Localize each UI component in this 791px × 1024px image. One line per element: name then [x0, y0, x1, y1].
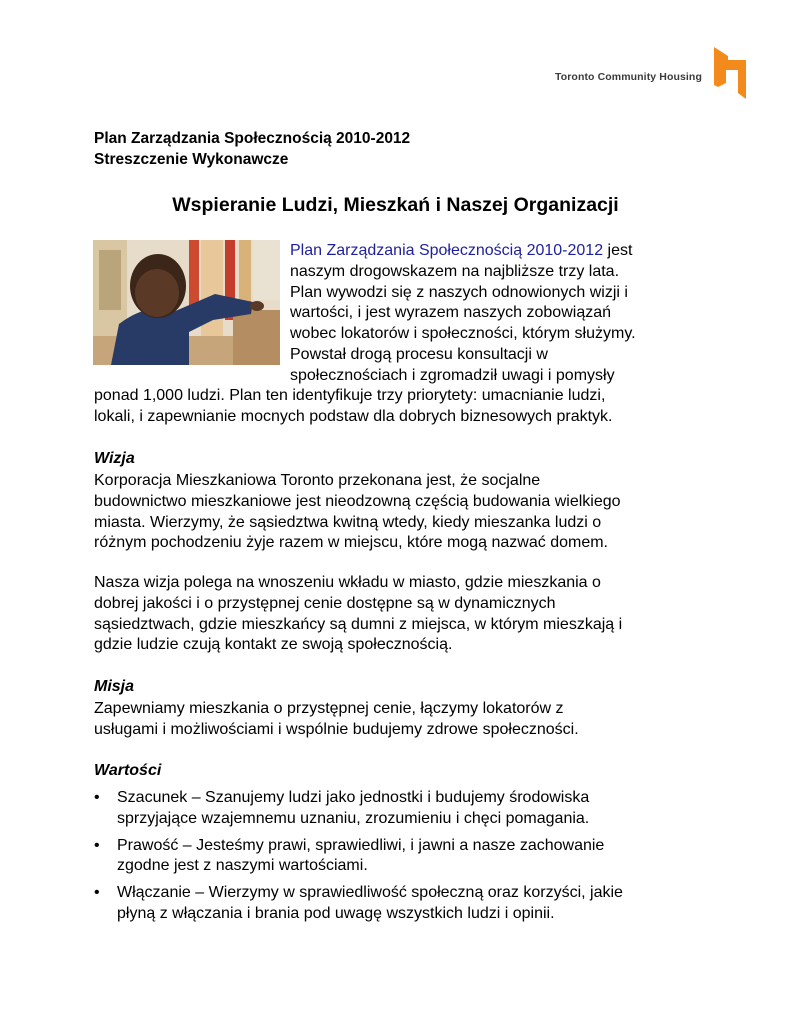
mission-heading: Misja	[94, 678, 135, 695]
value-text: Włączanie – Wierzymy w sprawiedliwość społeczną oraz korzyści, jakie	[117, 884, 623, 902]
list-item	[94, 788, 714, 830]
document-subtitle: Streszczenie Wykonawcze	[94, 151, 289, 168]
vision-paragraph-1	[94, 471, 714, 554]
brand-name: Toronto Community Housing	[555, 71, 702, 83]
vision-line: różnym pochodzeniu żyje razem w miejscu, które mogą nazwać domem.	[94, 534, 608, 552]
vision-paragraph-2	[94, 573, 714, 656]
intro-line: lokali, i zapewnianie mocnych podstaw dla dobrych biznesowych praktyk.	[94, 407, 613, 425]
intro-line: Powstał drogą procesu konsultacji w	[290, 345, 548, 363]
vision-line: Nasza wizja polega na wnoszeniu wkładu w miasto, gdzie mieszkania o	[94, 574, 601, 591]
intro-paragraph	[290, 241, 720, 387]
intro-line: wartości, i jest wyrazem naszych zobowiązań	[290, 304, 612, 322]
intro-line: jest	[603, 242, 633, 259]
mission-line: Zapewniamy mieszkania o przystępnej cenie, łączymy lokatorów z	[94, 700, 564, 717]
bullet-icon: •	[94, 789, 100, 806]
vision-line: sąsiedztwach, gdzie mieszkańcy są dumni z miejsca, w którym mieszkają i	[94, 615, 623, 633]
mission-line: usługami i możliwościami i wspólnie budujemy zdrowe społeczności.	[94, 720, 579, 738]
vision-line: gdzie ludzie czują kontakt ze swoją społecznością.	[94, 636, 453, 654]
vision-line: budownictwo mieszkaniowe jest nieodzowną częścią budowania wielkiego	[94, 492, 621, 510]
intro-line: naszym drogowskazem na najbliższe trzy lata.	[290, 262, 620, 280]
main-title: Wspieranie Ludzi, Mieszkań i Naszej Organizacji	[172, 194, 619, 216]
list-item	[94, 883, 714, 925]
value-text: Prawość – Jesteśmy prawi, sprawiedliwi, i jawni a nasze zachowanie	[117, 836, 605, 854]
vision-line: Korporacja Mieszkaniowa Toronto przekonana jest, że socjalne	[94, 472, 541, 489]
value-text: Szacunek – Szanujemy ludzi jako jednostki i budujemy środowiska	[117, 789, 590, 806]
values-heading: Wartości	[94, 762, 162, 779]
mission-paragraph	[94, 699, 714, 741]
vision-line: dobrej jakości i o przystępnej cenie dostępne są w dynamicznych	[94, 594, 556, 612]
child-photo	[93, 240, 280, 365]
tch-logo-icon	[714, 47, 746, 99]
value-text: płyną z włączania i brania pod uwagę wszystkich ludzi i opinii.	[117, 904, 555, 922]
vision-heading: Wizja	[94, 450, 135, 467]
value-text: sprzyjające wzajemnemu uznaniu, zrozumieniu i chęci pomagania.	[117, 809, 590, 827]
intro-line: wobec lokatorów i społeczności, którym służymy.	[290, 325, 636, 343]
bullet-icon: •	[94, 884, 100, 902]
intro-continuation	[94, 386, 714, 428]
value-text: zgodne jest z naszymi wartościami.	[117, 857, 368, 875]
intro-line: społecznościach i zgromadził uwagi i pomysły	[290, 366, 615, 384]
intro-line: Plan wywodzi się z naszych odnowionych wizji i	[290, 283, 628, 301]
document-title: Plan Zarządzania Społecznością 2010-2012	[94, 130, 411, 147]
values-list	[94, 788, 714, 931]
intro-line: ponad 1,000 ludzi. Plan ten identyfikuje trzy priorytety: umacnianie ludzi,	[94, 387, 606, 404]
list-item	[94, 836, 714, 878]
vision-line: miasta. Wierzymy, że sąsiedztwa kwitną wtedy, kiedy mieszanka ludzi o	[94, 513, 602, 531]
bullet-icon: •	[94, 836, 100, 854]
plan-link[interactable]: Plan Zarządzania Społecznością 2010-2012	[290, 242, 604, 259]
